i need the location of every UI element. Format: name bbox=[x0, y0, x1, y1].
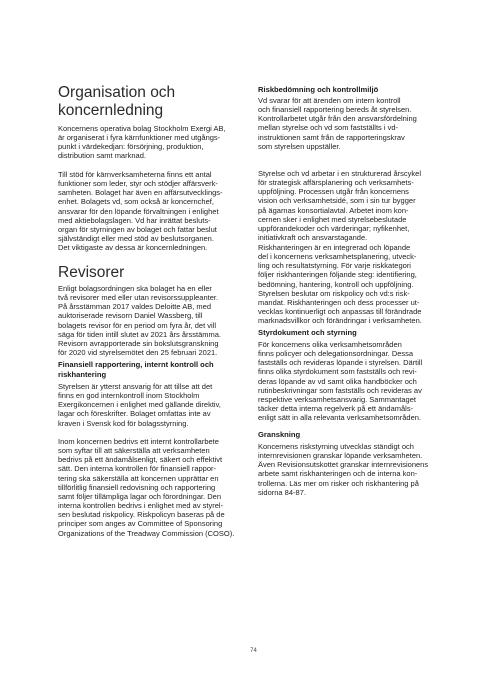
organisation-heading bbox=[58, 84, 248, 120]
organisation-paragraph-2-line: ansvarar för den löpande förvaltningen i enlighet bbox=[58, 206, 219, 216]
page-number: 74 bbox=[250, 648, 257, 654]
risk-assessment-paragraph-2-line: Styrelse och vd arbetar i en strukturerad årscykel bbox=[258, 169, 421, 178]
risk-assessment-paragraph-2-line: cernen sker i enlighet med styrelsebeslutade bbox=[258, 214, 407, 224]
revisorer-paragraph-line: auktoriserade revisorn Daniel Wassberg, till bbox=[58, 311, 203, 321]
financial-reporting-heading bbox=[58, 360, 248, 380]
revisorer-paragraph-line: säga för tiden intill slutet av 2021 års årsstämma. bbox=[58, 329, 221, 339]
risk-assessment-paragraph-2-line: uppförandekoder och värderingar; nyfikenhet, bbox=[258, 223, 410, 233]
governance-documents-paragraph-line: För koncernens olika verksamhetsområden bbox=[258, 340, 402, 349]
revisorer-paragraph-line: för 2020 vid styrelsemötet den 25 februari 2021. bbox=[58, 348, 218, 358]
financial-reporting-paragraph-1 bbox=[58, 382, 248, 428]
risk-assessment-paragraph-1-line: som styrelsen uppställer. bbox=[258, 141, 341, 151]
page-number-container bbox=[0, 648, 480, 654]
governance-documents-paragraph-line: deras löpande av vd samt olika handböcker och bbox=[258, 376, 417, 386]
revisorer-paragraph bbox=[58, 284, 248, 357]
financial-reporting-paragraph-1-line: Exergikoncernen i enlighet med gällande direktiv, bbox=[58, 400, 221, 410]
organisation-paragraph-2-line: Det viktigaste av dessa är koncernledningen. bbox=[58, 243, 208, 253]
risk-assessment-paragraph-3-line: Riskhanteringen är en integrerad och löpande bbox=[258, 243, 411, 252]
review-paragraph-line: Koncernens riskstyrning utvecklas ständigt och bbox=[258, 442, 414, 451]
organisation-heading-line2: koncernledning bbox=[58, 102, 164, 119]
risk-assessment-paragraph-3-line: mandat. Riskhanteringen och dess processer ut- bbox=[258, 297, 420, 307]
review-paragraph-line: Även Revisionsutskottet granskar internrevisionens bbox=[258, 460, 429, 470]
financial-reporting-paragraph-2-line: Organizations of the Treadway Commission (COSO). bbox=[58, 528, 235, 538]
risk-assessment-paragraph-3-line: vecklas kontinuerligt och anpassas till förändrade bbox=[258, 307, 422, 317]
financial-reporting-paragraph-1-line: Styrelsen är ytterst ansvarig för att tillse att det bbox=[58, 382, 213, 391]
risk-assessment-paragraph-3-line: ling och resultatstyrning. För varje riskkategori bbox=[258, 261, 411, 271]
organisation-paragraph-1-line: är organiserat i fyra kärnfunktioner med utgångs- bbox=[58, 133, 221, 143]
organisation-paragraph-1-line: Koncernens operativa bolag Stockholm Exergi AB, bbox=[58, 124, 226, 133]
revisorer-heading: Revisorer bbox=[58, 264, 125, 281]
governance-documents-heading: Styrdokument och styrning bbox=[258, 328, 357, 337]
governance-documents-paragraph-line: fastställs och revideras löpande i styrelsen. Därtill bbox=[258, 358, 423, 368]
revisorer-paragraph-line: Revisorn avrapporterade sin bokslutsgranskning bbox=[58, 338, 219, 348]
governance-documents-paragraph-line: finns policyer och delegationsordningar. Dessa bbox=[258, 349, 414, 359]
financial-reporting-heading-line: riskhantering bbox=[58, 370, 107, 379]
financial-reporting-paragraph-2 bbox=[58, 437, 248, 538]
risk-assessment-paragraph-1-line: mellan styrelse och vd som fastställts i vd- bbox=[258, 123, 399, 133]
organisation-paragraph-2-line: funktioner som leder, styr och stödjer affärsverk- bbox=[58, 179, 218, 189]
revisorer-paragraph-line: Enligt bolagsordningen ska bolaget ha en eller bbox=[58, 284, 212, 293]
organisation-paragraph-1-line: punkt i värdekedjan: försörjning, produktion, bbox=[58, 142, 204, 152]
organisation-paragraph-2-line: organ för styrningen av bolaget och fattar beslut bbox=[58, 224, 217, 234]
risk-assessment-paragraph-1-line: Kontrollarbetet utgår från den ansvarsfördelning bbox=[258, 114, 417, 124]
financial-reporting-paragraph-2-line: sen beslutad riskpolicy. Riskpolicyn baseras på de bbox=[58, 510, 225, 520]
revisorer-paragraph-line: bolagets revisor för en period om fyra år, det vill bbox=[58, 320, 216, 330]
governance-documents-paragraph-line: täcker detta interna regelverk på ett ändamåls- bbox=[258, 404, 414, 414]
financial-reporting-paragraph-2-line: bedrivs på ett ändamålsenligt, säkert och effektivt bbox=[58, 455, 223, 465]
risk-assessment-heading: Riskbedömning och kontrollmiljö bbox=[258, 85, 379, 94]
organisation-paragraph-1 bbox=[58, 124, 248, 161]
organisation-paragraph-2-line: Till stöd för kärnverksamheterna finns ett antal bbox=[58, 170, 212, 179]
review-paragraph-line: trollerna. Läs mer om risker och riskhantering på bbox=[258, 478, 419, 488]
governance-documents-paragraph-line: finns olika styrdokument som fastställs och revi- bbox=[258, 367, 417, 377]
governance-documents-paragraph-line: rutinbeskrivningar som fastställs och revideras av bbox=[258, 385, 422, 395]
risk-assessment-paragraph-2-line: initiativkraft och ansvarstagande. bbox=[258, 233, 368, 243]
governance-documents-paragraph-line: respektive verksamhetsansvarig. Sammantaget bbox=[258, 394, 416, 404]
risk-assessment-paragraph-3-line: del i koncernens verksamhetsplanering, utveck- bbox=[258, 252, 417, 262]
financial-reporting-heading-line: Finansiell rapportering, internt kontroll och bbox=[58, 360, 214, 369]
risk-assessment-paragraph-2-line: uppföljning. Processen utgår från koncernens bbox=[258, 187, 409, 197]
financial-reporting-paragraph-1-line: finns en god internkontroll inom Stockholm bbox=[58, 391, 200, 401]
risk-assessment-paragraph-3-line: marknadsvillkor och förändringar i verksamheten. bbox=[258, 316, 422, 326]
organisation-heading-line1: Organisation och bbox=[58, 84, 176, 101]
financial-reporting-paragraph-2-line: tering ska säkerställa att koncernen upprättar en bbox=[58, 473, 219, 483]
organisation-paragraph-2-line: enhet. Bolagets vd, som också är koncernchef, bbox=[58, 197, 214, 207]
financial-reporting-paragraph-2-line: som syftar till att säkerställa att verksamheten bbox=[58, 446, 210, 456]
organisation-paragraph-2-line: självständigt eller med stöd av beslutsorganen. bbox=[58, 234, 214, 244]
review-heading: Granskning bbox=[258, 430, 301, 439]
organisation-paragraph-2-line: samheten. Bolaget har även en affärsutvecklings- bbox=[58, 188, 223, 198]
financial-reporting-paragraph-1-line: lagar och föreskrifter. Bolaget omfattas inte av bbox=[58, 409, 211, 419]
risk-assessment-paragraph-2-line: på ägarnas konsortialavtal. Arbetet inom kon- bbox=[258, 205, 409, 215]
risk-assessment-paragraph-1 bbox=[258, 96, 448, 151]
review-paragraph bbox=[258, 442, 448, 497]
revisorer-paragraph-line: På årsstämman 2017 valdes Deloitte AB, med bbox=[58, 302, 211, 312]
risk-assessment-paragraph-1-line: instruktionen samt från de rapporteringskrav bbox=[258, 132, 405, 142]
financial-reporting-paragraph-2-line: Inom koncernen bedrivs ett internt kontrollarbete bbox=[58, 437, 219, 446]
financial-reporting-paragraph-1-line: kraven i Svensk kod för bolagsstyrning. bbox=[58, 418, 189, 428]
financial-reporting-paragraph-2-line: sätt. Den interna kontrollen för finansiell rappor- bbox=[58, 464, 216, 474]
risk-assessment-paragraph-2-line: för strategisk affärsplanering och verksamhets- bbox=[258, 178, 414, 188]
risk-assessment-paragraph-3-line: Styrelsen beslutar om riskpolicy och vd:s risk- bbox=[258, 288, 410, 298]
financial-reporting-paragraph-2-line: tillförlitlig finansiell redovisning och rapportering bbox=[58, 482, 216, 492]
risk-assessment-paragraph-1-line: och finansiell rapportering bereds åt styrelsen. bbox=[258, 105, 412, 115]
review-paragraph-line: internrevisionen granskar löpande verksamheten. bbox=[258, 451, 423, 461]
organisation-paragraph-2-line: med aktiebolagslagen. Vd har inrättat besluts- bbox=[58, 215, 211, 225]
governance-documents-paragraph bbox=[258, 340, 448, 422]
risk-assessment-paragraph-3-line: följer riskhanteringen följande steg: identifiering, bbox=[258, 270, 417, 280]
organisation-paragraph-2 bbox=[58, 170, 248, 252]
review-paragraph-line: arbete samt riskhanteringen och de interna kon- bbox=[258, 469, 418, 479]
risk-assessment-paragraph-3-line: bedömning, hantering, kontroll och uppföljning. bbox=[258, 279, 414, 289]
risk-assessment-paragraph-2-line: vision och verksamhetsidé, som i sin tur bygger bbox=[258, 196, 416, 206]
financial-reporting-paragraph-2-line: principer som anges av Committee of Sponsoring bbox=[58, 519, 223, 529]
review-paragraph-line: sidorna 84-87. bbox=[258, 487, 306, 497]
revisorer-paragraph-line: två revisorer med eller utan revisorssuppleanter. bbox=[58, 293, 219, 303]
risk-assessment-paragraph-2 bbox=[258, 169, 448, 242]
risk-assessment-paragraph-1-line: Vd svarar för att ärenden om intern kontroll bbox=[258, 96, 401, 105]
organisation-paragraph-1-line: distribution samt marknad. bbox=[58, 151, 146, 161]
risk-assessment-paragraph-3 bbox=[258, 243, 448, 325]
financial-reporting-paragraph-2-line: interna kontrollen bedrivs i enlighet med av styrel- bbox=[58, 501, 224, 511]
financial-reporting-paragraph-2-line: samt följer tillämpliga lagar och förordningar. Den bbox=[58, 491, 221, 501]
governance-documents-paragraph-line: enligt sätt in alla relevanta verksamhetsområden. bbox=[258, 413, 422, 423]
